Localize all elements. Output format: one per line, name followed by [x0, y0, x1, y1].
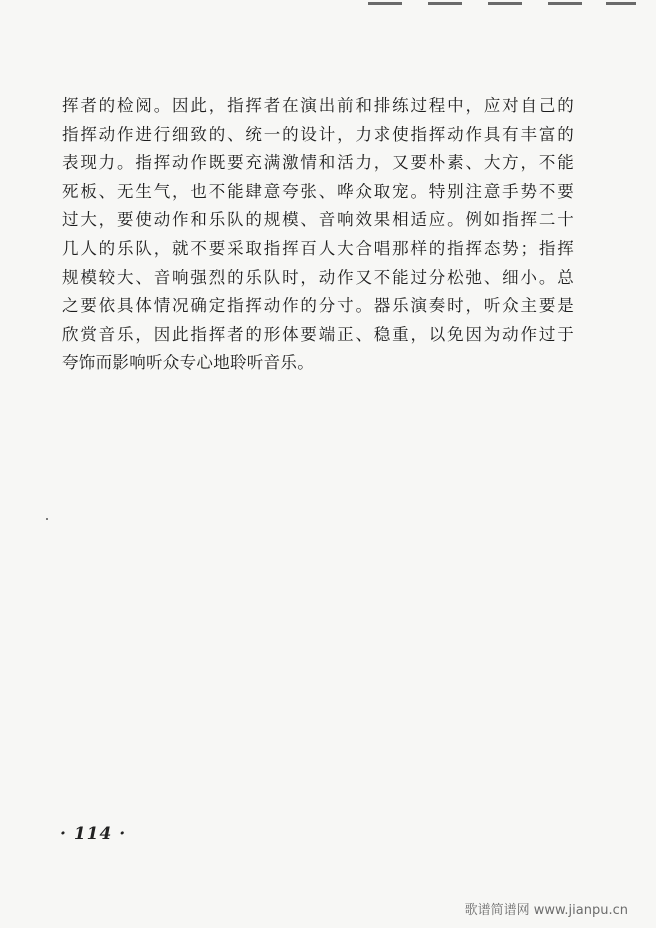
- text-line: 规模较大、音响强烈的乐队时，动作又不能过分松弛、细小。总: [62, 267, 574, 287]
- body-text: [62, 92, 574, 378]
- text-line: 欣赏音乐，因此指挥者的形体要端正、稳重，以免因为动作过于: [62, 324, 574, 344]
- text-line: 之要依具体情况确定指挥动作的分寸。器乐演奏时，听众主要是: [62, 296, 574, 316]
- scan-speck: [46, 518, 48, 520]
- top-rule-1: [368, 2, 402, 5]
- text-line: 过大，要使动作和乐队的规模、音响效果相适应。例如指挥二十: [62, 210, 574, 230]
- text-line: 几人的乐队，就不要采取指挥百人大合唱那样的指挥态势；指挥: [62, 238, 574, 258]
- top-rule-2: [428, 2, 462, 5]
- text-line: 死板、无生气，也不能肆意夸张、哗众取宠。特别注意手势不要: [62, 181, 574, 201]
- top-rule-3: [488, 2, 522, 5]
- watermark: 歌谱简谱网 www.jianpu.cn: [464, 903, 628, 918]
- top-rule-5: [606, 2, 636, 5]
- text-line: 挥者的检阅。因此，指挥者在演出前和排练过程中，应对自己的: [62, 96, 574, 115]
- text-line: 表现力。指挥动作既要充满激情和活力，又要朴素、大方，不能: [62, 153, 574, 173]
- top-rule-4: [548, 2, 582, 5]
- page-number: · 114 ·: [60, 824, 127, 844]
- text-line: 夸饰而影响听众专心地聆听音乐。: [62, 353, 314, 373]
- text-line: 指挥动作进行细致的、统一的设计，力求使指挥动作具有丰富的: [62, 124, 574, 144]
